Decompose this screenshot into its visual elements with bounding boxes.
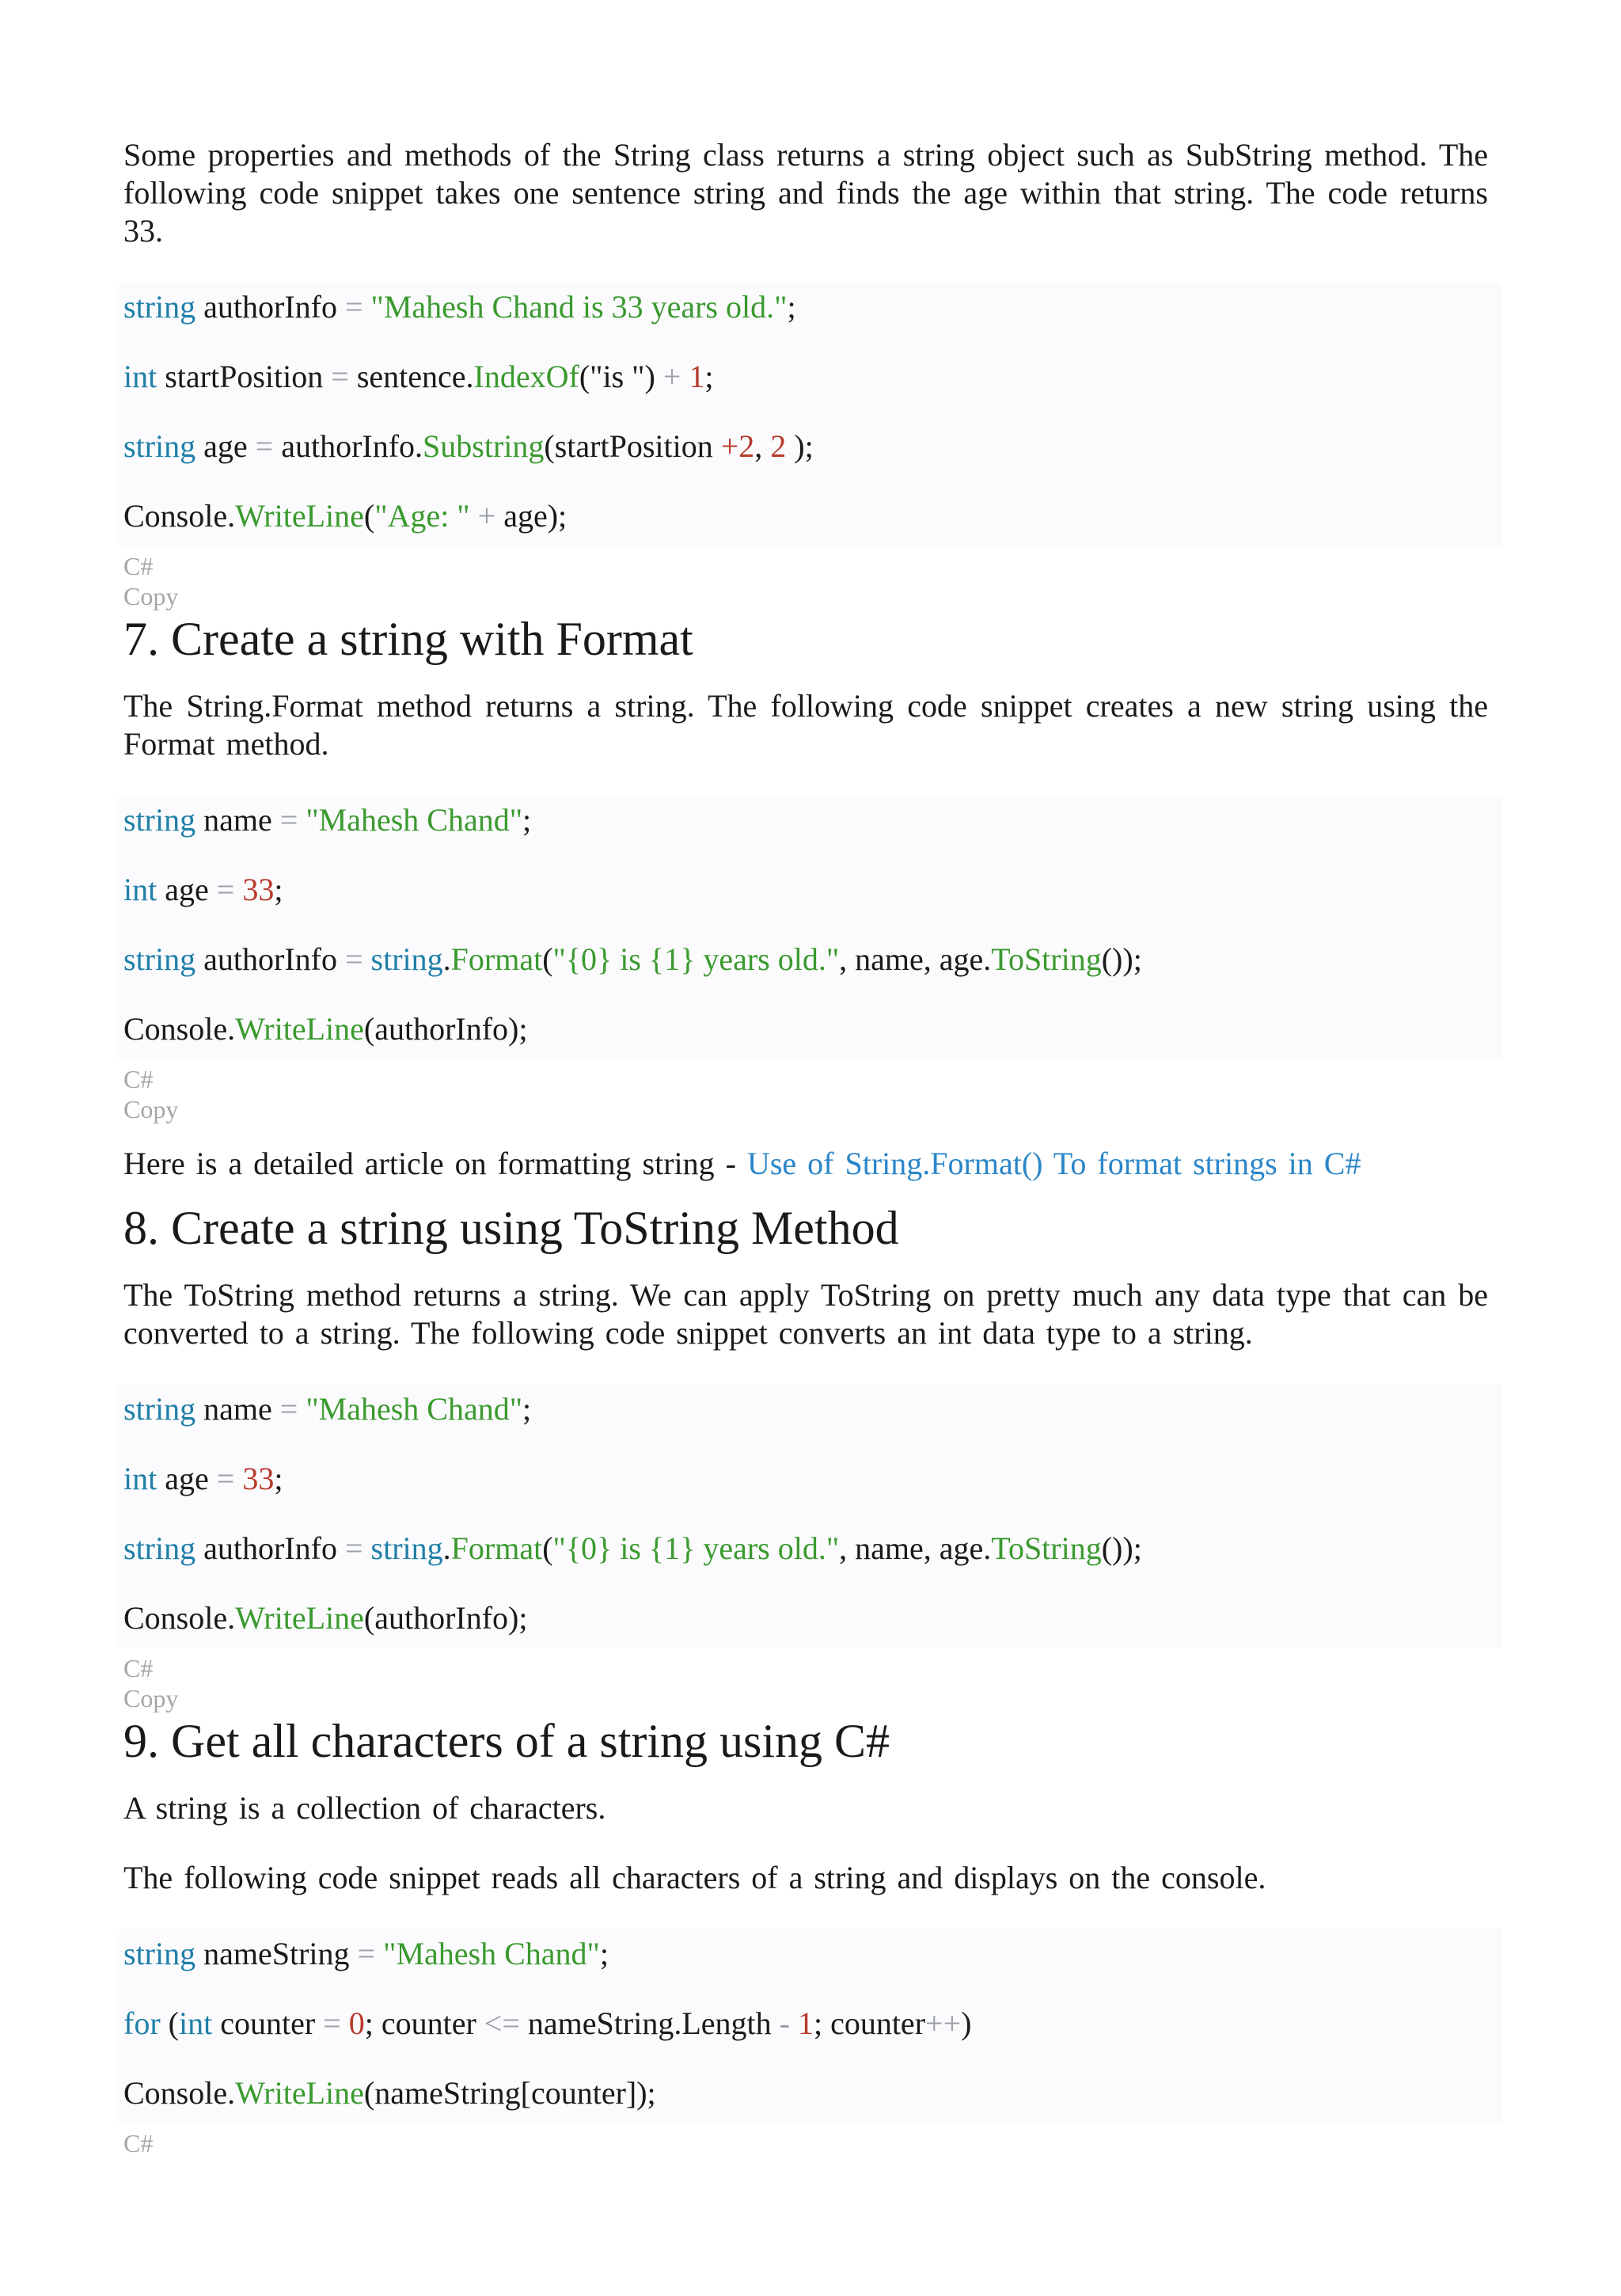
section-paragraph: The ToString method returns a string. We can apply ToString on pretty much any data type that can be converted to a string. The following code snippet converts an int data type to a string.: [123, 1277, 1488, 1351]
code-token: =: [344, 1530, 363, 1566]
code-token: Console.: [123, 1600, 236, 1636]
code-token: name: [196, 1391, 280, 1427]
copy-button[interactable]: Copy: [123, 1095, 179, 1123]
code-line: [123, 1390, 1498, 1428]
code-token: WriteLine: [235, 2075, 364, 2111]
code-labels: [123, 1653, 1488, 1713]
code-token: +: [469, 498, 496, 534]
code-block[interactable]: [119, 1929, 1502, 2123]
code-token: Console.: [123, 2075, 236, 2111]
code-token: sentence.: [348, 359, 474, 394]
code-token: 33: [234, 872, 275, 907]
code-line: [123, 1935, 1498, 1973]
code-token: =: [216, 872, 235, 907]
code-token: string: [363, 1530, 443, 1566]
section-paragraph: The following code snippet reads all characters of a string and displays on the console.: [123, 1860, 1266, 1895]
code-token: string: [363, 941, 443, 977]
section-paragraph: A string is a collection of characters.: [123, 1790, 606, 1826]
code-token: startPosition: [157, 359, 332, 394]
code-token: 1: [681, 359, 705, 394]
code-token: (: [542, 941, 553, 977]
code-token: =: [344, 289, 363, 325]
code-token: 0: [340, 2005, 365, 2041]
code-token: =: [357, 1936, 376, 1971]
code-token: string: [123, 1936, 196, 1971]
code-token: WriteLine: [235, 498, 364, 534]
code-token: ; counter: [364, 2005, 484, 2041]
code-token: (nameString[counter]);: [363, 2075, 656, 2111]
code-token: authorInfo: [196, 289, 345, 325]
code-token: ++: [925, 2005, 962, 2041]
code-token: (authorInfo);: [363, 1600, 528, 1636]
format-article-prefix: Here is a detailed article on formatting string -: [123, 1146, 747, 1181]
section-heading: 7. Create a string with Format: [123, 613, 693, 665]
code-token: -: [779, 2005, 790, 2041]
code-token: "{0} is {1} years old.": [552, 1530, 840, 1566]
code-token: string: [123, 1530, 196, 1566]
code-token: ToString: [991, 941, 1102, 977]
code-token: int: [123, 359, 158, 394]
code-line: [123, 2074, 1498, 2112]
code-token: ("is "): [579, 359, 663, 394]
code-token: int: [123, 872, 158, 907]
code-token: "{0} is {1} years old.": [552, 941, 840, 977]
code-token: age: [196, 428, 256, 464]
code-token: .: [442, 1530, 451, 1566]
code-token: ());: [1101, 1530, 1142, 1566]
code-token: +2: [720, 428, 755, 464]
code-token: <=: [484, 2005, 520, 2041]
code-token: =: [331, 359, 349, 394]
section-heading: 8. Create a string using ToString Method: [123, 1202, 899, 1254]
code-token: authorInfo: [196, 941, 345, 977]
code-line: [123, 1530, 1498, 1568]
code-token: authorInfo.: [273, 428, 423, 464]
code-token: ,: [754, 428, 771, 464]
language-label: C#: [123, 552, 154, 580]
code-token: Format: [450, 941, 543, 977]
code-token: +: [662, 359, 681, 394]
code-token: age: [157, 1461, 217, 1496]
code-token: age: [157, 872, 217, 907]
code-token: =: [279, 802, 298, 838]
code-token: string: [123, 289, 196, 325]
code-token: ;: [522, 802, 532, 838]
code-token: Console.: [123, 498, 236, 534]
code-token: =: [279, 1391, 298, 1427]
format-article-paragraph: [123, 1145, 1488, 1183]
code-token: authorInfo: [196, 1530, 345, 1566]
code-token: (: [160, 2005, 179, 2041]
code-token: , name, age.: [839, 1530, 992, 1566]
code-token: WriteLine: [235, 1011, 364, 1047]
code-token: ; counter: [813, 2005, 926, 2041]
code-token: (authorInfo);: [363, 1011, 528, 1047]
code-token: (: [542, 1530, 553, 1566]
code-token: );: [786, 428, 814, 464]
code-labels: [123, 2128, 1488, 2158]
code-token: IndexOf: [473, 359, 579, 394]
code-token: 33: [234, 1461, 275, 1496]
section-heading: 9. Get all characters of a string using C#: [123, 1715, 890, 1767]
code-line: [123, 288, 1498, 326]
section-paragraph: The String.Format method returns a string. The following code snippet creates a new string using the Format method.: [123, 688, 1488, 762]
article-body: [123, 136, 1488, 2158]
code-line: [123, 1460, 1498, 1498]
code-token: ;: [274, 1461, 283, 1496]
code-token: .: [442, 941, 451, 977]
code-token: ToString: [991, 1530, 1102, 1566]
code-block[interactable]: [119, 282, 1502, 546]
language-label: C#: [123, 1654, 154, 1682]
code-token: "Mahesh Chand": [298, 802, 523, 838]
code-token: nameString.Length: [519, 2005, 780, 2041]
language-label: C#: [123, 2129, 154, 2157]
code-token: (startPosition: [544, 428, 721, 464]
code-token: Substring: [423, 428, 545, 464]
code-token: ;: [274, 872, 283, 907]
code-token: Console.: [123, 1011, 236, 1047]
code-token: (: [363, 498, 375, 534]
code-token: =: [255, 428, 274, 464]
code-token: 2: [770, 428, 787, 464]
code-line: [123, 871, 1498, 909]
code-token: Format: [450, 1530, 543, 1566]
copy-button[interactable]: Copy: [123, 582, 179, 610]
code-token: ;: [522, 1391, 532, 1427]
code-token: WriteLine: [235, 1600, 364, 1636]
code-token: =: [344, 941, 363, 977]
intro-paragraph: Some properties and methods of the String class returns a string object such as SubString method. The following code snippet takes one sentence string and finds the age within that string. The code returns 33.: [123, 137, 1488, 249]
code-token: string: [123, 428, 196, 464]
code-token: ());: [1101, 941, 1142, 977]
code-token: name: [196, 802, 280, 838]
code-labels: [123, 1064, 1488, 1124]
copy-button[interactable]: Copy: [123, 1684, 179, 1712]
code-line: [123, 1599, 1498, 1637]
code-token: for: [123, 2005, 161, 2041]
code-token: int: [123, 1461, 158, 1496]
code-token: string: [123, 802, 196, 838]
code-token: ;: [704, 359, 714, 394]
code-token: counter: [212, 2005, 324, 2041]
code-token: "Age: ": [374, 498, 470, 534]
code-block[interactable]: [119, 795, 1502, 1059]
code-token: "Mahesh Chand": [375, 1936, 600, 1971]
code-line: [123, 497, 1498, 535]
code-token: ;: [599, 1936, 609, 1971]
code-token: string: [123, 1391, 196, 1427]
code-token: , name, age.: [839, 941, 992, 977]
code-token: "Mahesh Chand is 33 years old.": [363, 289, 788, 325]
code-block[interactable]: [119, 1384, 1502, 1648]
code-token: =: [323, 2005, 341, 2041]
code-token: 1: [789, 2005, 814, 2041]
code-token: nameString: [196, 1936, 358, 1971]
code-token: age);: [495, 498, 568, 534]
code-line: [123, 801, 1498, 839]
format-article-link[interactable]: Use of String.Format() To format strings in C#: [746, 1146, 1361, 1181]
code-labels: [123, 551, 1488, 611]
code-line: [123, 2005, 1498, 2043]
code-token: ;: [787, 289, 796, 325]
code-line: [123, 428, 1498, 466]
code-token: int: [178, 2005, 213, 2041]
code-line: [123, 941, 1498, 979]
code-token: =: [216, 1461, 235, 1496]
code-token: "Mahesh Chand": [298, 1391, 523, 1427]
code-token: string: [123, 941, 196, 977]
code-line: [123, 1010, 1498, 1048]
code-token: ): [961, 2005, 972, 2041]
language-label: C#: [123, 1065, 154, 1093]
code-line: [123, 358, 1498, 396]
